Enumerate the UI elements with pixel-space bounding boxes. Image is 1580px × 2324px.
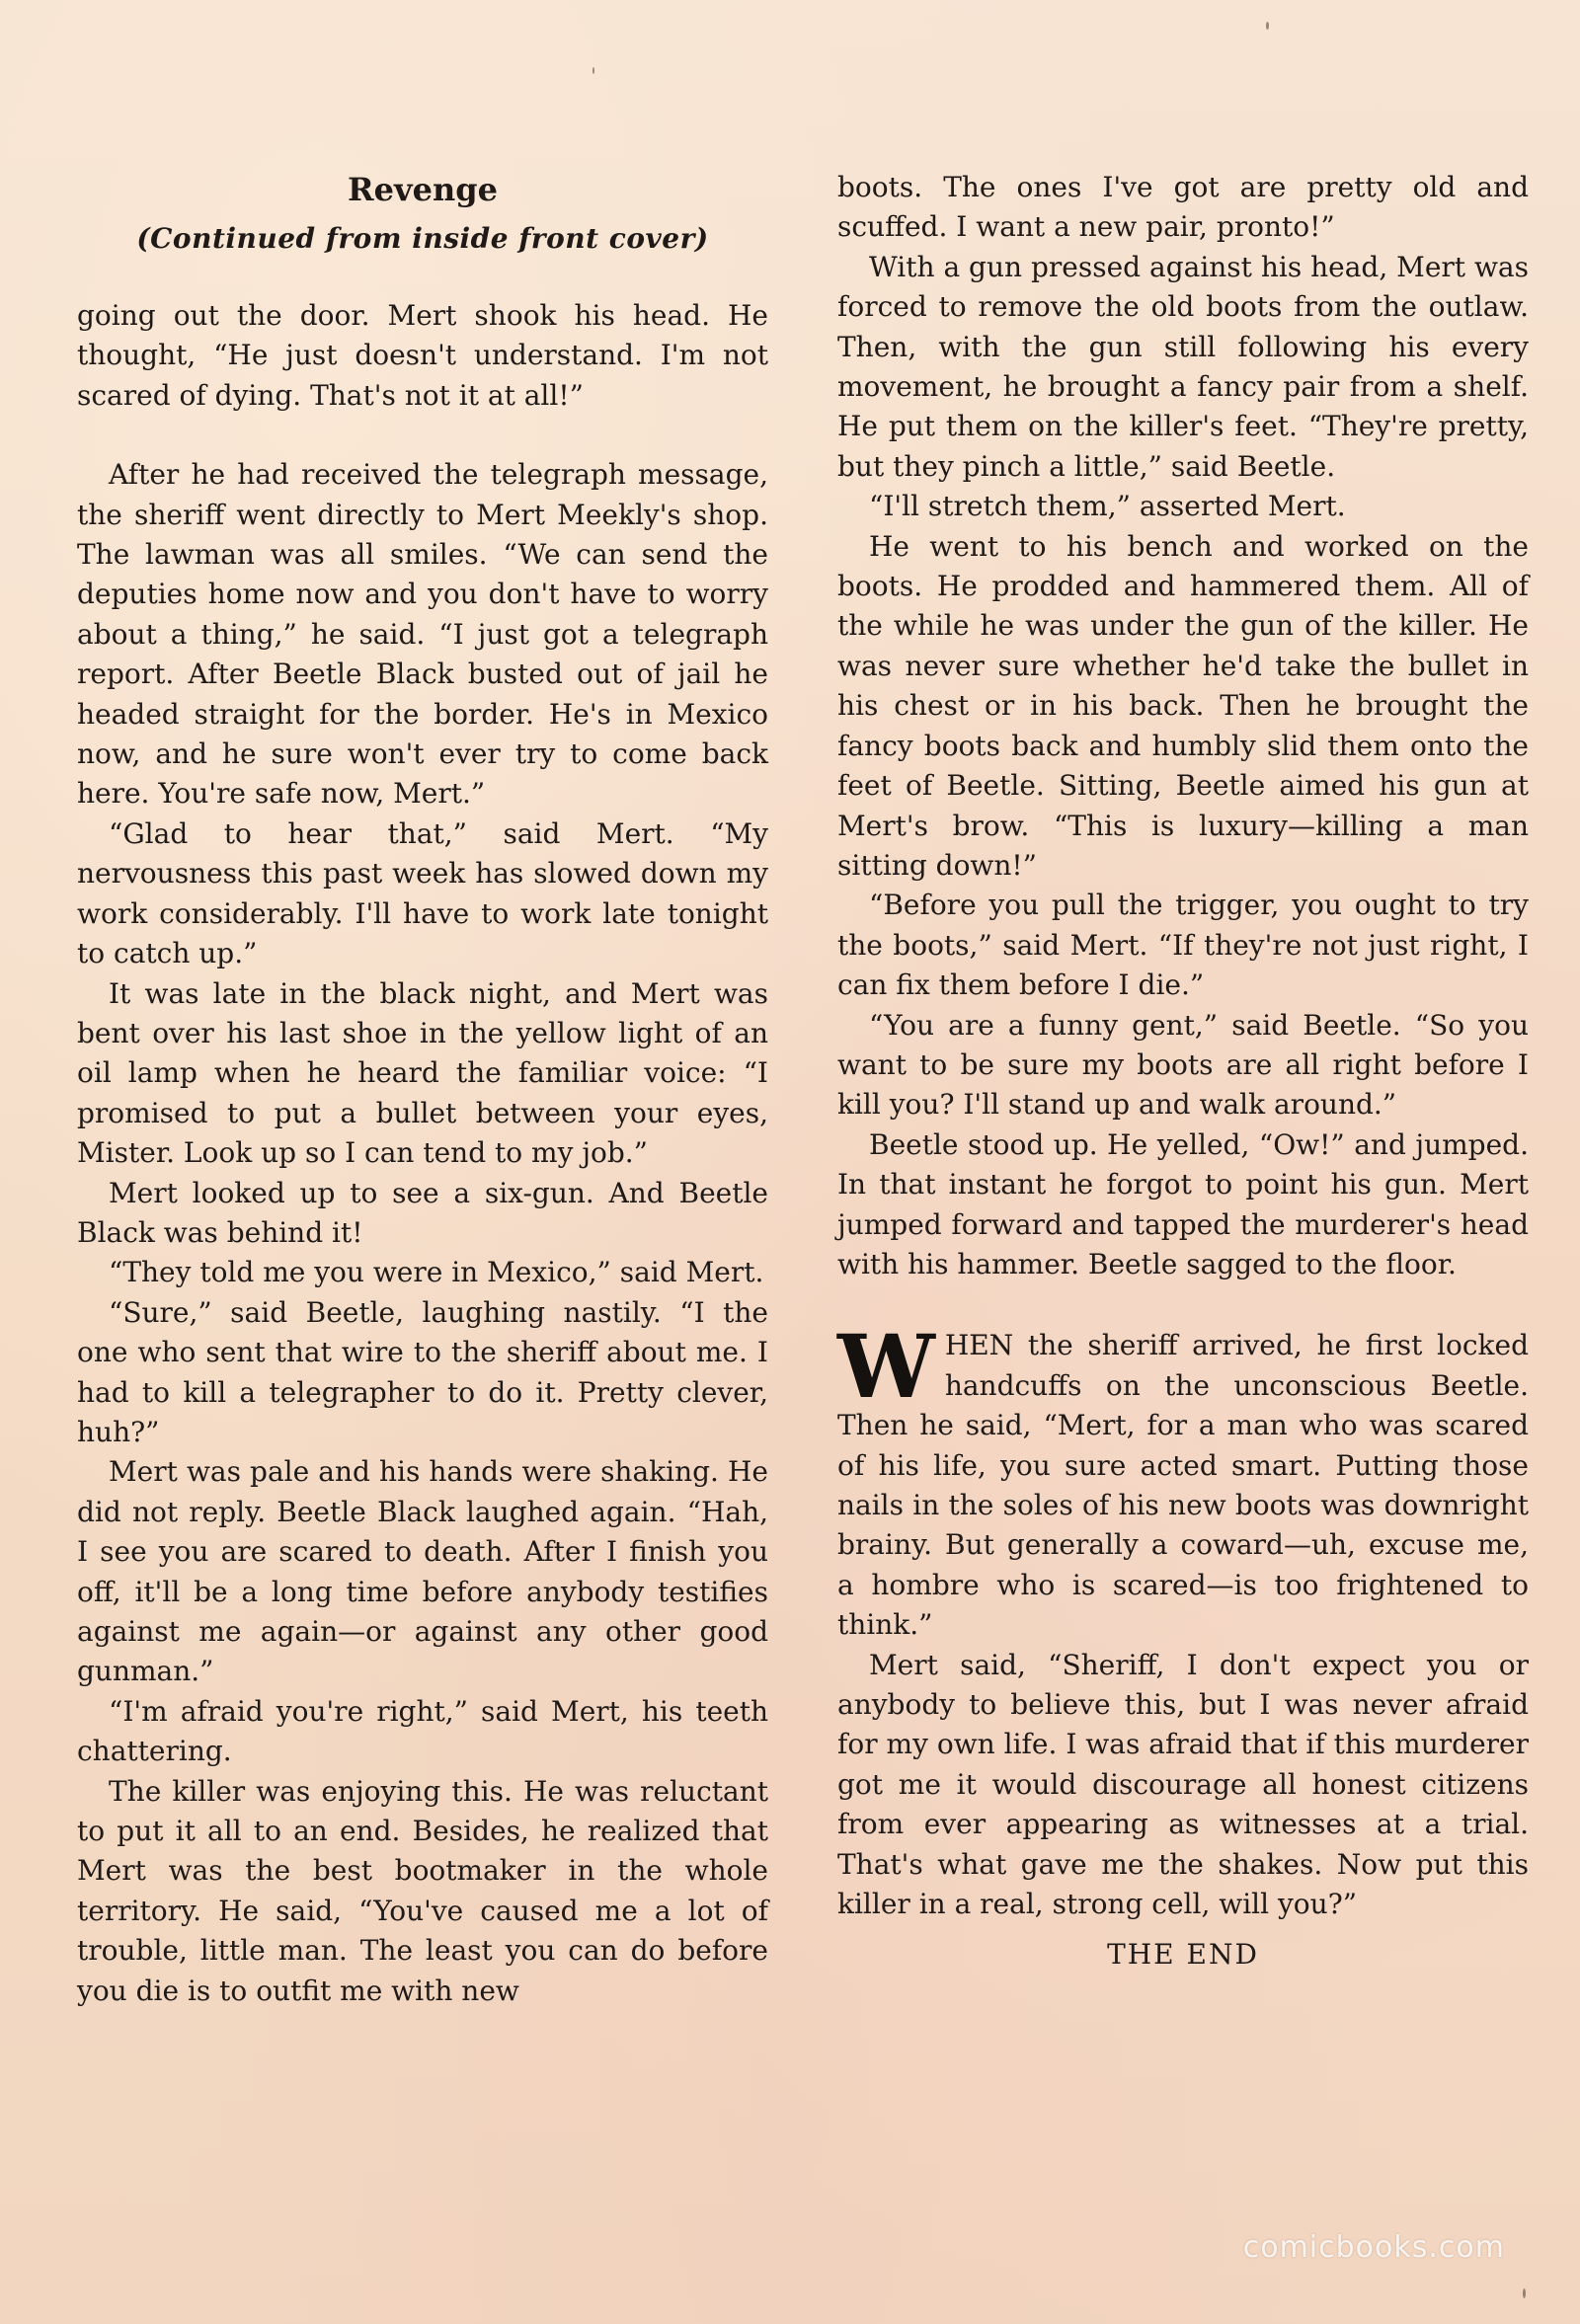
paragraph: The killer was enjoying this. He was reluctant to put it all to an end. Besides, he realized that Mert was the best bootmaker in the whole territory. He said, “You've caused me a lot of trouble, little man. The least you can do before you die is to outfit me with new xyxy=(77,1774,768,2007)
paragraph: He went to his bench and worked on the boots. He prodded and hammered them. All of the while he was under the gun of the killer. He was never sure whether he'd take the bullet in his chest or in his back. Then he brought the fancy boots back and humbly slid them onto the feet of Beetle. Sitting, Beetle aimed his gun at Mert's brow. “This is luxury—killing a man sitting down!” xyxy=(837,529,1529,882)
paragraph: “Sure,” said Beetle, laughing nastily. “I the one who sent that wire to the sheriff about me. I had to kill a telegrapher to do it. Pretty clever, huh?” xyxy=(77,1295,768,1448)
paragraph: “They told me you were in Mexico,” said Mert. xyxy=(109,1256,764,1289)
paragraph: “I'm afraid you're right,” said Mert, his teeth chattering. xyxy=(77,1694,768,1768)
paper-speck xyxy=(1266,22,1269,30)
paragraph: “Glad to hear that,” said Mert. “My nervousness this past week has slowed down my work considerably. I'll have to work late tonight to catch up.” xyxy=(77,816,768,970)
site-watermark: comicbooks.com xyxy=(1242,2230,1505,2265)
paragraph: After he had received the telegraph message, the sheriff went directly to Mert Meekly's shop. The lawman was all smiles. “We can send the deputies home now and you don't have to worry about a thing,” he said. “I just got a telegraph report. After Beetle Black busted out of jail he headed straight for the border. He's in Mexico now, and he sure won't ever try to come back here. You're safe now, Mert.” xyxy=(77,458,768,811)
drop-cap-letter: W xyxy=(837,1315,935,1419)
paragraph: “You are a funny gent,” said Beetle. “So you want to be sure my boots are all right before I kill you? I'll stand up and walk around.” xyxy=(837,1008,1529,1122)
paragraph: going out the door. Mert shook his head. He thought, “He just doesn't understand. I'm not scared of dying. That's not it at all!” xyxy=(77,299,768,412)
drop-cap-paragraph-text: HEN the sheriff arrived, he first locked handcuffs on the unconscious Beetle. Then he said, “Mert, for a man who was scared of his life, you sure acted smart. Putting those nails in the soles of his new boots was downright brainy. But generally a coward—uh, excuse me, a hombre who is scared—is too frightened to think.” xyxy=(837,1329,1529,1642)
paragraph: Beetle stood up. He yelled, “Ow!” and jumped. In that instant he forgot to point his gun. Mert jumped forward and tapped the murderer's head with his hammer. Beetle sagged to the floor. xyxy=(837,1127,1529,1280)
paragraph: Mert looked up to see a six-gun. And Beetle Black was behind it! xyxy=(77,1176,768,1249)
right-column xyxy=(837,168,1529,1971)
paragraph: Mert was pale and his hands were shaking. He did not reply. Beetle Black laughed again. “Hah, I see you are scared to death. After I finish you off, it'll be a long time before anybody testifies against me again—or against any other good gunman.” xyxy=(77,1455,768,1688)
story-title: Revenge xyxy=(348,171,498,208)
paragraph: It was late in the black night, and Mert was bent over his last shoe in the yellow light of an oil lamp when he heard the familiar voice: “I promised to put a bullet between your eyes, Mister. Look up so I can tend to my job.” xyxy=(77,976,768,1170)
paragraph: “Before you pull the trigger, you ought to try the boots,” said Mert. “If they're not just right, I can fix them before I die.” xyxy=(837,889,1529,1002)
paper-speck xyxy=(1523,2288,1526,2298)
drop-cap-paragraph xyxy=(837,1315,1529,1645)
paragraph: “I'll stretch them,” asserted Mert. xyxy=(869,490,1346,523)
story-subtitle: (Continued from inside front cover) xyxy=(136,222,709,255)
paragraph: boots. The ones I've got are pretty old and scuffed. I want a new pair, pronto!” xyxy=(837,171,1529,244)
paragraph: Mert said, “Sheriff, I don't expect you or anybody to believe this, but I was never afraid for my own life. I was afraid that if this murderer got me it would discourage all honest citizens from ever appearing as witnesses at a trial. That's what gave me the shakes. Now put this killer in a real, strong cell, will you?” xyxy=(837,1648,1529,1921)
left-column xyxy=(77,296,768,2011)
paper-speck xyxy=(592,67,594,74)
the-end-label: THE END xyxy=(1107,1938,1259,1972)
paragraph: With a gun pressed against his head, Mert was forced to remove the old boots from the outlaw. Then, with the gun still following his every movement, he brought a fancy pair from a shelf. He put them on the killer's feet. “They're pretty, but they pinch a little,” said Beetle. xyxy=(837,250,1529,483)
